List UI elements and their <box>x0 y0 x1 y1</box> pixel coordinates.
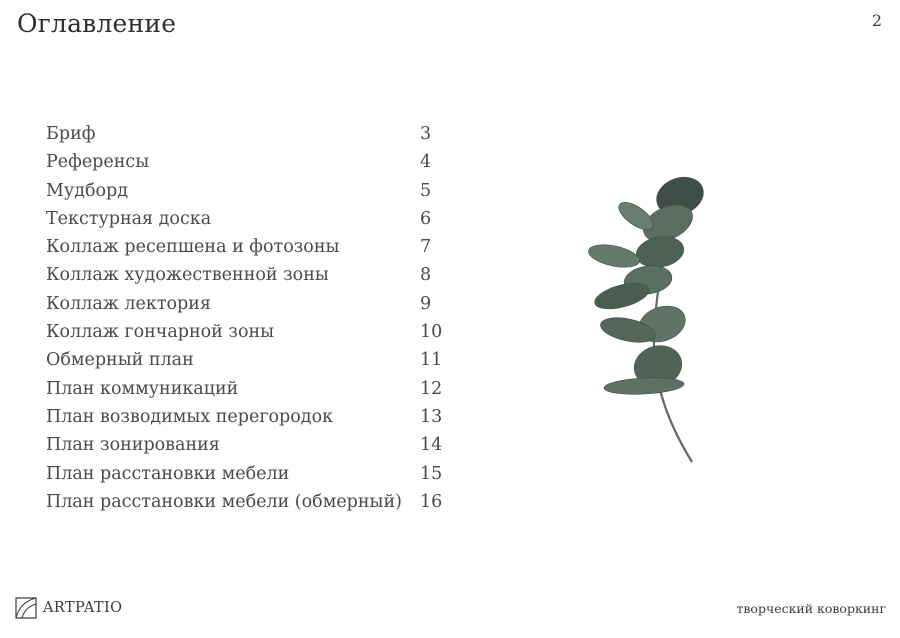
toc-item <box>46 124 466 152</box>
toc-item <box>46 350 466 378</box>
toc-item-page: 16 <box>420 491 443 512</box>
page-title: Оглавление <box>17 9 177 38</box>
toc-item <box>46 492 466 520</box>
footer-tagline: творческий коворкинг <box>736 601 886 616</box>
footer-logo <box>15 597 122 619</box>
toc-item-label: План расстановки мебели (обмерный) <box>46 491 402 512</box>
toc-item <box>46 464 466 492</box>
toc-item-label: Обмерный план <box>46 350 194 371</box>
toc-item-page: 5 <box>420 180 432 201</box>
toc-item-page: 4 <box>420 152 432 173</box>
toc-item <box>46 181 466 209</box>
toc-item-page: 12 <box>420 378 443 399</box>
toc-item-label: Бриф <box>46 124 96 144</box>
toc-item-label: План расстановки мебели <box>46 463 290 484</box>
toc-item-label: Коллаж лектория <box>46 293 211 314</box>
artpatio-logo-icon <box>15 597 37 619</box>
page-number: 2 <box>871 11 882 30</box>
toc-item <box>46 237 466 265</box>
toc-item-label: Коллаж гончарной зоны <box>46 322 275 343</box>
toc-item-page: 15 <box>420 463 443 484</box>
toc-item-label: План коммуникаций <box>46 378 239 399</box>
toc-item-label: Коллаж ресепшена и фотозоны <box>46 237 340 258</box>
toc-item-page: 8 <box>420 265 432 286</box>
toc-item-page: 3 <box>420 124 432 144</box>
toc-item-page: 10 <box>420 322 443 343</box>
toc-item <box>46 379 466 407</box>
toc-item-page: 13 <box>420 406 443 427</box>
toc-item <box>46 152 466 180</box>
brand-name: ARTPATIO <box>43 600 123 616</box>
toc-item <box>46 209 466 237</box>
eucalyptus-branch-icon <box>570 168 720 468</box>
toc-item-label: Текстурная доска <box>46 208 212 229</box>
toc-item-page: 14 <box>420 435 443 456</box>
table-of-contents <box>46 124 466 520</box>
toc-item-label: План зонирования <box>46 435 220 456</box>
toc-item-page: 6 <box>420 208 432 229</box>
toc-item-label: Коллаж художественной зоны <box>46 265 329 286</box>
toc-item-page: 7 <box>420 237 432 258</box>
toc-item-label: Референсы <box>46 152 150 173</box>
toc-item-page: 9 <box>420 293 432 314</box>
toc-item-label: Мудборд <box>46 180 129 201</box>
toc-item-label: План возводимых перегородок <box>46 406 334 427</box>
toc-item <box>46 265 466 293</box>
toc-item <box>46 322 466 350</box>
toc-item <box>46 407 466 435</box>
toc-item <box>46 435 466 463</box>
toc-item-page: 11 <box>420 350 443 371</box>
toc-item <box>46 294 466 322</box>
